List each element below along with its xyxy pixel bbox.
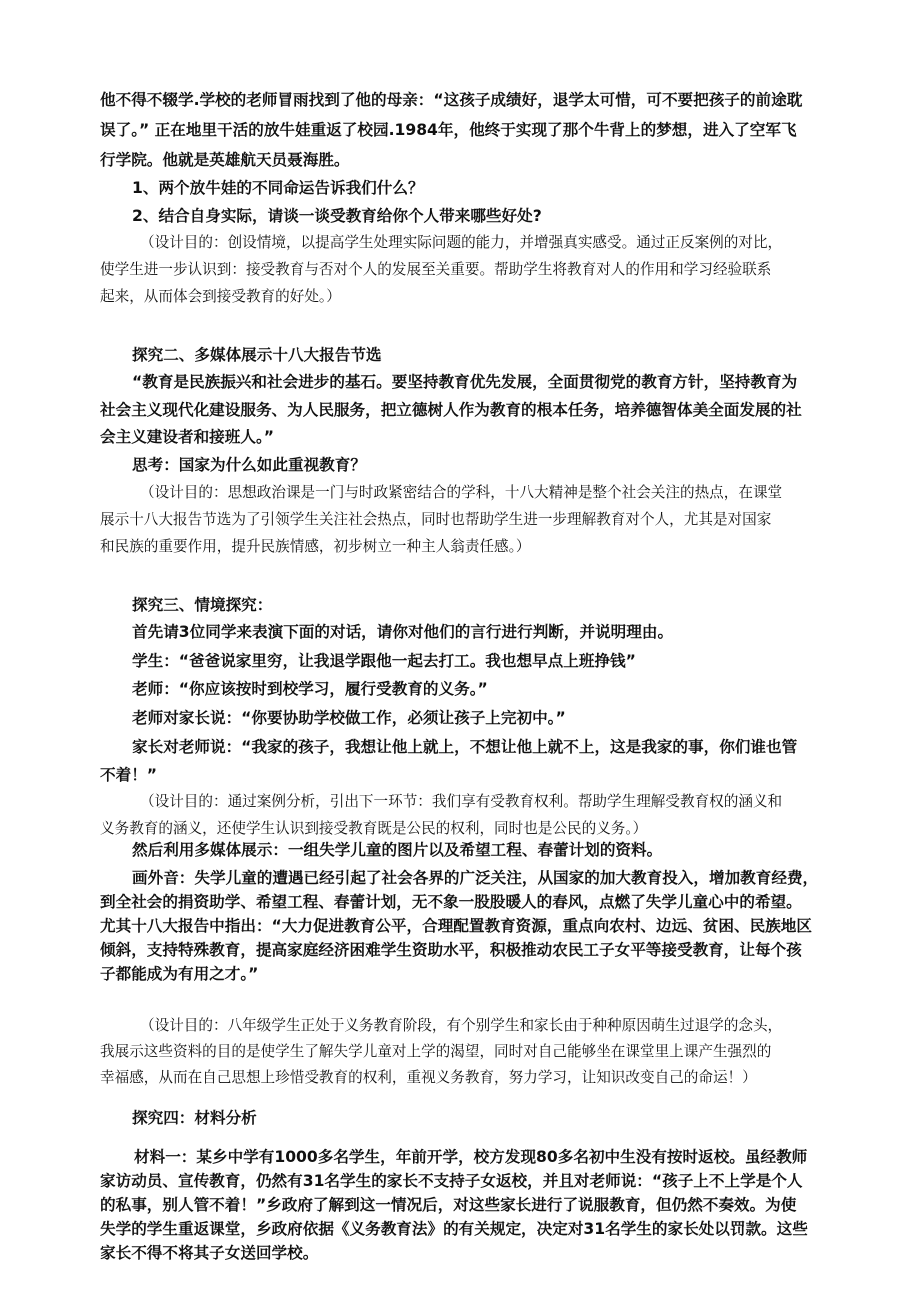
dialogue-student: 学生：“爸爸说家里穷，让我退学跟他一起去打工。我也想早点上班挣钱” — [132, 652, 636, 670]
quote-line: 会主义建设者和接班人。” — [100, 428, 274, 446]
design-note: （设计目的：通过案例分析，引出下一环节：我们享有受教育权利。帮助学生理解受教育权的涵义和 — [140, 793, 783, 810]
design-note: （设计目的：八年级学生正处于义务教育阶段，有个别学生和家长由于种种原因萌生过退学的念头， — [140, 1017, 783, 1034]
material-text: 材料一：某乡中学有1000多名学生，年前开学，校方发现80多名初中生没有按时返校。虽经教师 — [134, 1148, 808, 1166]
think-question: 思考：国家为什么如此重视教育？ — [132, 456, 366, 474]
voiceover: 尤其十八大报告中指出：“大力促进教育公平，合理配置教育资源，重点向农村、边远、贫困、民族地区 — [100, 917, 812, 935]
voiceover: 画外音：失学儿童的遭遇已经引起了社会各界的广泛关注，从国家的加大教育投入，增加教育经费， — [132, 869, 819, 887]
text-line: 他不得不辍学.学校的老师冒雨找到了他的母亲：“这孩子成绩好，退学太可惜，可不要把孩子的前途耽 — [100, 91, 803, 109]
material-text: 失学的学生重返课堂，乡政府依据《义务教育法》的有关规定，决定对31名学生的家长处以罚款。这些 — [100, 1220, 808, 1238]
material-text: 家访动员、宣传教育，仍然有31名学生的家长不支持子女返校，并且对老师说：“孩子上不上学是个人 — [100, 1172, 803, 1190]
dialogue-teacher-to-parent: 老师对家长说：“你要协助学校做工作，必须让孩子上完初中。” — [132, 709, 566, 727]
text-line: 然后利用多媒体展示：一组失学儿童的图片以及希望工程、春蕾计划的资料。 — [132, 841, 663, 859]
voiceover: 倾斜，支持特殊教育，提高家庭经济困难学生资助水平，积极推动农民工子女平等接受教育，让每个孩 — [100, 941, 802, 959]
text-line: 误了。” 正在地里干活的放牛娃重返了校园.1984年，他终于实现了那个牛背上的梦想，进入了空军飞 — [100, 121, 797, 139]
design-note: 我展示这些资料的目的是使学生了解失学儿童对上学的渴望，同时对自己能够坐在课堂里上课产生强烈的 — [100, 1043, 772, 1060]
design-note: 展示十八大报告节选为了引领学生关注社会热点，同时也帮助学生进一步理解教育对个人，尤其是对国家 — [100, 511, 772, 528]
material-text: 家长不得不将其子女送回学校。 — [100, 1244, 319, 1262]
voiceover: 子都能成为有用之才。” — [100, 965, 259, 983]
section-heading-3: 探究三、情境探究： — [132, 596, 273, 614]
dialogue-parent: 家长对老师说：“我家的孩子，我想让他上就上，不想让他上就不上，这是我家的事，你们谁也管 — [132, 738, 798, 756]
dialogue-teacher: 老师：“你应该按时到校学习，履行受教育的义务。” — [132, 680, 488, 698]
dialogue-parent: 不着！” — [100, 766, 158, 784]
quote-line: “教育是民族振兴和社会进步的基石。要坚持教育优先发展，全面贯彻党的教育方针，坚持教育为 — [132, 373, 798, 391]
quote-line: 社会主义现代化建设服务、为人民服务，把立德树人作为教育的根本任务，培养德智体美全面发展的社 — [100, 401, 802, 419]
text-line: 首先请3位同学来表演下面的对话，请你对他们的言行进行判断，并说明理由。 — [132, 623, 674, 641]
design-note: 义务教育的涵义，还使学生认识到接受教育既是公民的权利，同时也是公民的义务。） — [100, 820, 648, 837]
design-note: 和民族的重要作用，提升民族情感，初步树立一种主人翁责任感。） — [100, 538, 531, 555]
text-line: 行学院。他就是英雄航天员聂海胜。 — [100, 151, 350, 169]
design-note: 起来，从而体会到接受教育的好处。） — [100, 288, 341, 305]
design-note: 使学生进一步认识到：接受教育与否对个人的发展至关重要。帮助学生将教育对人的作用和学习经验联系 — [100, 261, 772, 278]
material-text: 的私事，别人管不着！”乡政府了解到这一情况后，对这些家长进行了说服教育，但仍然不奏效。为使 — [100, 1196, 797, 1214]
section-heading-2: 探究二、多媒体展示十八大报告节选 — [132, 346, 382, 364]
design-note: 幸福感，从而在自己思想上珍惜受教育的权利，重视义务教育，努力学习，让知识改变自己的命运！） — [100, 1069, 757, 1086]
design-note: （设计目的：创设情境，以提高学生处理实际问题的能力，并增强真实感受。通过正反案例的对比， — [140, 234, 783, 251]
question-1: 1、两个放牛娃的不同命运告诉我们什么？ — [132, 179, 424, 197]
question-2: 2、结合自身实际，请谈一谈受教育给你个人带来哪些好处? — [132, 207, 542, 225]
design-note: （设计目的：思想政治课是一门与时政紧密结合的学科，十八大精神是整个社会关注的热点，在课堂 — [140, 484, 783, 501]
voiceover: 到全社会的捐资助学、希望工程、春蕾计划，无不象一股股暖人的春风，点燃了失学儿童心中的希望。 — [100, 893, 802, 911]
section-heading-4: 探究四：材料分析 — [132, 1109, 257, 1127]
